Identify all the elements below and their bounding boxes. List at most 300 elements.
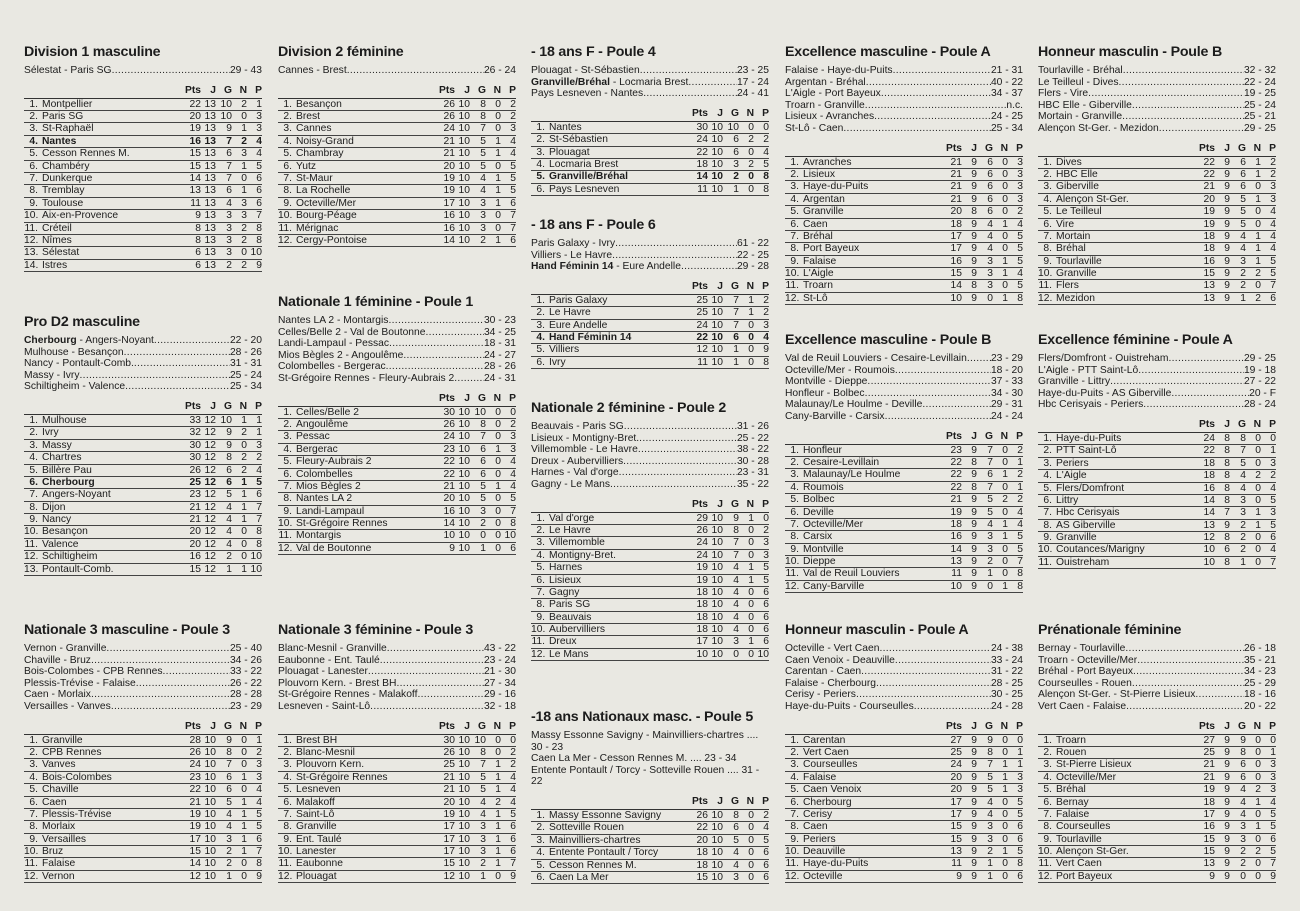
- results-list: [1038, 353, 1276, 411]
- stat-j: 13: [204, 197, 216, 209]
- header-n: N: [1000, 430, 1008, 442]
- leader-dots: [1132, 100, 1244, 112]
- stat-g: 6: [733, 146, 739, 158]
- team-name: Noisy-Grand: [296, 135, 354, 147]
- stat-p: 4: [510, 468, 516, 480]
- results-list: [1038, 643, 1276, 713]
- result-score: 22 - 25: [736, 249, 769, 261]
- stat-pts: 19: [1203, 218, 1215, 230]
- stat-n: 0: [748, 624, 754, 636]
- result-line: [278, 701, 516, 713]
- rank: 5.: [1043, 206, 1052, 218]
- rank: 7.: [536, 586, 545, 598]
- stat-g: 6: [1240, 168, 1246, 180]
- team-name: Cherbourg: [803, 796, 852, 808]
- stat-j: 10: [458, 784, 470, 796]
- rank: 5.: [29, 464, 38, 476]
- stat-p: 8: [256, 526, 262, 538]
- rank: 9.: [790, 255, 799, 267]
- result-line: [24, 381, 262, 393]
- stat-n: 0: [1002, 506, 1008, 518]
- result-line: [785, 666, 1023, 678]
- stat-pts: 17: [189, 833, 201, 845]
- stat-pts: 30: [189, 452, 201, 464]
- team-name: Créteil: [42, 222, 72, 234]
- rank: 11.: [1038, 280, 1052, 292]
- rank: 2.: [29, 110, 38, 122]
- stat-j: 9: [971, 506, 977, 518]
- stat-p: 9: [256, 870, 262, 882]
- rank: 5.: [536, 344, 545, 356]
- stat-pts: 22: [443, 468, 455, 480]
- stat-n: 0: [748, 859, 754, 871]
- stat-p: 4: [1017, 268, 1023, 280]
- league-section: [785, 332, 1023, 593]
- stat-pts: 18: [696, 599, 708, 611]
- stat-p: 3: [1017, 168, 1023, 180]
- result-teams: Sélestat - Paris SG: [24, 65, 112, 76]
- header-j: J: [210, 84, 216, 96]
- leader-dots: [111, 701, 230, 713]
- result-line: [278, 361, 516, 373]
- stat-g: 4: [226, 197, 232, 209]
- stat-pts: 17: [443, 821, 455, 833]
- stat-n: 0: [748, 344, 754, 356]
- table-row: [24, 809, 262, 821]
- team-name: Falaise: [1056, 808, 1090, 820]
- stat-j: 10: [711, 636, 723, 648]
- stat-g: 6: [987, 193, 993, 205]
- stat-p: 1: [1017, 481, 1023, 493]
- stat-n: 1: [495, 480, 501, 492]
- stat-n: 1: [748, 636, 754, 648]
- stat-g: 5: [226, 489, 232, 501]
- stat-j: 10: [711, 834, 723, 846]
- team-name: Brest: [296, 110, 321, 122]
- stat-j: 13: [204, 234, 216, 246]
- league-section: [278, 622, 516, 883]
- stat-p: 6: [763, 611, 769, 623]
- rank: 4.: [536, 847, 545, 859]
- team-name: Cany-Barville: [803, 580, 865, 592]
- team-name: Littry: [1056, 494, 1079, 506]
- result-line: [531, 238, 769, 250]
- rank: 5.: [1043, 784, 1052, 796]
- stat-j: 10: [711, 121, 723, 133]
- stat-p: 7: [256, 210, 262, 222]
- stat-p: 2: [1017, 444, 1023, 456]
- stat-n: 0: [495, 530, 501, 542]
- table-row: [1038, 169, 1276, 181]
- stat-p: 3: [510, 443, 516, 455]
- stat-g: 9: [987, 734, 993, 746]
- stat-n: 0: [1002, 734, 1008, 746]
- result-line: [785, 689, 1023, 701]
- stat-p: 6: [763, 636, 769, 648]
- table-row: [1038, 846, 1276, 858]
- stat-j: 10: [458, 222, 470, 234]
- stat-pts: 26: [696, 524, 708, 536]
- result-line: [1038, 388, 1276, 400]
- stat-n: 0: [1255, 734, 1261, 746]
- stat-j: 10: [458, 431, 470, 443]
- result-teams: Chaville - Bruz: [24, 654, 91, 666]
- stat-pts: 23: [950, 444, 962, 456]
- stat-n: 0: [495, 110, 501, 122]
- header-g: G: [984, 142, 993, 154]
- stat-n: 1: [748, 512, 754, 524]
- result-score: 23 - 31: [736, 467, 769, 479]
- header-p: P: [762, 107, 769, 119]
- stat-pts: 24: [443, 123, 455, 135]
- table-row: [24, 185, 262, 197]
- table-row: [785, 581, 1023, 593]
- team-name: Haye-du-Puits: [803, 858, 869, 870]
- rank: 9.: [29, 197, 38, 209]
- stat-n: 1: [1002, 469, 1008, 481]
- team-name: Bruz: [42, 846, 64, 858]
- table-row: [24, 539, 262, 551]
- leader-dots: [874, 111, 991, 123]
- team-name: Lisieux: [549, 574, 582, 586]
- stat-n: 0: [495, 222, 501, 234]
- leader-dots: [154, 335, 230, 347]
- result-line: [24, 701, 262, 713]
- rank: 2.: [790, 456, 799, 468]
- header-pts: Pts: [438, 392, 455, 404]
- rank: 4.: [1043, 193, 1052, 205]
- stat-j: 10: [711, 648, 723, 660]
- stat-j: 10: [711, 624, 723, 636]
- stat-j: 10: [711, 847, 723, 859]
- stat-n: 1: [748, 294, 754, 306]
- team-name: Cesson Rennes M.: [549, 859, 637, 871]
- team-name: Flers: [1056, 280, 1079, 292]
- standings-table: [1038, 721, 1276, 884]
- team-name: Dives: [1056, 156, 1082, 168]
- stat-j: 9: [1224, 292, 1230, 304]
- stat-p: 6: [1270, 532, 1276, 544]
- rank: 6.: [536, 183, 545, 195]
- result-teams: Caen Venoix - Deauville: [785, 654, 895, 666]
- stat-n: 3: [241, 197, 247, 209]
- leader-dots: [610, 479, 737, 491]
- stat-g: 6: [987, 156, 993, 168]
- result-teams: Colombelles - Bergerac: [278, 361, 386, 373]
- section-title: Honneur masculin - Poule B: [1038, 44, 1222, 60]
- stat-p: 4: [510, 148, 516, 160]
- result-teams: Cherbourg - Angers-Noyant: [24, 335, 154, 346]
- rank: 8.: [1043, 821, 1052, 833]
- stat-pts: 20: [189, 538, 201, 550]
- stat-p: 6: [510, 197, 516, 209]
- stat-n: 0: [241, 439, 247, 451]
- result-score: 23 - 34: [704, 753, 737, 765]
- result-score: 34 - 37: [990, 88, 1023, 100]
- table-row: [785, 772, 1023, 784]
- stat-g: 1: [480, 870, 486, 882]
- stat-n: 2: [1255, 470, 1261, 482]
- table-row: [24, 415, 262, 427]
- header-p: P: [255, 400, 262, 412]
- team-name: St-Grégoire Rennes: [296, 771, 388, 783]
- stat-n: 0: [748, 586, 754, 598]
- header-n: N: [239, 400, 247, 412]
- result-teams: Granville - Littry: [1038, 376, 1111, 388]
- stat-j: 12: [204, 439, 216, 451]
- stat-g: 9: [226, 734, 232, 746]
- table-row: [278, 444, 516, 456]
- result-score: 25 - 24: [229, 369, 262, 381]
- table-row: [531, 587, 769, 599]
- result-teams: Landi-Lampaul - Pessac: [278, 338, 390, 350]
- table-row: [785, 457, 1023, 469]
- header-pts: Pts: [945, 142, 962, 154]
- stat-j: 9: [971, 243, 977, 255]
- result-teams: Gagny - Le Mans: [531, 478, 610, 490]
- team-name: Carentan: [803, 734, 846, 746]
- stat-pts: 17: [950, 230, 962, 242]
- header-p: P: [509, 720, 516, 732]
- stat-n: 0: [748, 524, 754, 536]
- stat-p: 9: [763, 344, 769, 356]
- rank: 6.: [283, 468, 292, 480]
- stat-g: 5: [480, 480, 486, 492]
- table-row: [1038, 206, 1276, 218]
- stat-pts: 10: [950, 580, 962, 592]
- leader-dots: [134, 358, 230, 370]
- header-n: N: [1000, 720, 1008, 732]
- stat-n: 1: [241, 160, 247, 172]
- table-row: [24, 465, 262, 477]
- stat-p: 8: [510, 518, 516, 530]
- team-name: Chaville: [42, 784, 79, 796]
- table-row: [785, 759, 1023, 771]
- stat-g: 2: [226, 846, 232, 858]
- stat-pts: 14: [1203, 507, 1215, 519]
- result-line: [24, 666, 262, 678]
- team-name: Tourlaville: [1056, 255, 1102, 267]
- stat-j: 10: [458, 858, 470, 870]
- stat-g: 5: [1240, 457, 1246, 469]
- results-list: [531, 65, 769, 100]
- table-row: [531, 147, 769, 159]
- stat-n: 0: [748, 549, 754, 561]
- stat-j: 10: [458, 148, 470, 160]
- table-row: [1038, 458, 1276, 470]
- header-g: G: [477, 84, 486, 96]
- header-team: [1052, 143, 1193, 156]
- rank: 4.: [790, 771, 799, 783]
- result-line: [24, 689, 262, 701]
- stat-j: 10: [204, 833, 216, 845]
- results-list: [278, 643, 516, 713]
- result-score: 24 - 27: [483, 349, 516, 361]
- table-row: [278, 784, 516, 796]
- header-j: J: [1224, 142, 1230, 154]
- table-row: [785, 194, 1023, 206]
- stat-p: 10: [757, 648, 769, 660]
- stat-p: 6: [1017, 870, 1023, 882]
- table-row: [1038, 858, 1276, 870]
- stat-pts: 19: [443, 808, 455, 820]
- stat-n: 0: [241, 734, 247, 746]
- table-row: [531, 575, 769, 587]
- table-row: [785, 169, 1023, 181]
- stat-j: 10: [711, 574, 723, 586]
- stat-pts: 14: [443, 518, 455, 530]
- result-line: [531, 261, 769, 273]
- stat-p: 6: [763, 599, 769, 611]
- rank: 4.: [1043, 470, 1052, 482]
- stat-n: 2: [241, 427, 247, 439]
- table-row: [785, 507, 1023, 519]
- table-row: [531, 872, 769, 884]
- stat-g: 6: [987, 469, 993, 481]
- header-p: P: [1269, 720, 1276, 732]
- stat-g: 6: [987, 206, 993, 218]
- header-j: J: [464, 84, 470, 96]
- team-name: Caen: [803, 821, 828, 833]
- stat-pts: 24: [1203, 432, 1215, 444]
- rank: 3.: [536, 537, 545, 549]
- result-score: 28 - 26: [229, 346, 262, 358]
- standings-table: [531, 796, 769, 884]
- team-name: Tremblay: [42, 185, 85, 197]
- stat-p: 2: [510, 759, 516, 771]
- stat-pts: 10: [443, 530, 455, 542]
- result-score: 33 - 22: [229, 666, 262, 678]
- stat-pts: 25: [1203, 746, 1215, 758]
- result-line: [1038, 376, 1276, 388]
- team-name: Caen: [42, 796, 67, 808]
- result-teams: Flers - Vire: [1038, 88, 1089, 100]
- stat-j: 10: [711, 344, 723, 356]
- result-score: 26 - 24: [483, 65, 516, 76]
- stat-n: 0: [1002, 833, 1008, 845]
- table-row: [24, 735, 262, 747]
- stat-pts: 16: [1203, 821, 1215, 833]
- rank: 8.: [790, 243, 799, 255]
- stat-j: 9: [1224, 796, 1230, 808]
- stat-p: 2: [763, 809, 769, 821]
- table-row: [24, 452, 262, 464]
- leader-dots: [136, 678, 230, 690]
- stat-g: 10: [220, 414, 232, 426]
- result-line: [1038, 111, 1276, 123]
- team-name: Avranches: [803, 156, 852, 168]
- result-line: [24, 335, 262, 347]
- stat-n: 1: [1002, 518, 1008, 530]
- table-row: [531, 344, 769, 356]
- stat-pts: 15: [950, 821, 962, 833]
- header-j: J: [717, 795, 723, 807]
- stat-g: 4: [733, 847, 739, 859]
- stat-n: 1: [495, 759, 501, 771]
- header-j: J: [717, 280, 723, 292]
- stat-g: 4: [1240, 470, 1246, 482]
- team-name: Val de Boutonne: [296, 542, 372, 554]
- table-row: [531, 835, 769, 847]
- stat-p: 8: [763, 356, 769, 368]
- table-row: [785, 568, 1023, 580]
- stat-p: 4: [1270, 230, 1276, 242]
- stat-n: 0: [495, 542, 501, 554]
- table-row: [24, 821, 262, 833]
- rank: 14.: [24, 259, 39, 271]
- team-name: Pays Lesneven: [549, 183, 620, 195]
- leader-dots: [895, 365, 991, 377]
- league-section: [531, 709, 769, 884]
- league-section: [785, 44, 1023, 305]
- table-row: [785, 531, 1023, 543]
- stat-pts: 15: [443, 858, 455, 870]
- stat-g: 5: [480, 135, 486, 147]
- rank: 1.: [790, 444, 799, 456]
- stat-pts: 11: [697, 356, 708, 368]
- stat-pts: 16: [189, 551, 201, 563]
- stat-pts: 19: [950, 506, 962, 518]
- stat-g: 3: [1240, 494, 1246, 506]
- stat-p: 4: [256, 464, 262, 476]
- stat-p: 5: [1017, 531, 1023, 543]
- rank: 6.: [536, 356, 545, 368]
- standings-table: [531, 499, 769, 662]
- stat-g: 10: [220, 98, 232, 110]
- stat-g: 2: [226, 858, 232, 870]
- stat-j: 9: [971, 193, 977, 205]
- stat-pts: 21: [189, 796, 201, 808]
- rank: 10.: [278, 518, 293, 530]
- stat-j: 9: [1224, 870, 1230, 882]
- stat-pts: 10: [950, 292, 962, 304]
- stat-j: 10: [711, 871, 723, 883]
- rank: 10.: [785, 268, 800, 280]
- stat-j: 9: [971, 771, 977, 783]
- team-name: Massy: [42, 439, 72, 451]
- leader-dots: [125, 381, 230, 393]
- table-row: [1038, 268, 1276, 280]
- team-name: Granville: [1056, 268, 1097, 280]
- stat-j: 10: [458, 172, 470, 184]
- stat-n: 0: [495, 870, 501, 882]
- stat-p: 0: [763, 121, 769, 133]
- stat-n: 1: [495, 784, 501, 796]
- stat-n: 0: [1002, 870, 1008, 882]
- rank: 5.: [790, 494, 799, 506]
- team-name: Pessac: [296, 431, 330, 443]
- stat-p: 4: [510, 456, 516, 468]
- stat-n: 1: [241, 833, 247, 845]
- result-score: 24 - 24: [990, 410, 1023, 422]
- rank: 3.: [790, 759, 799, 771]
- stat-p: 6: [510, 542, 516, 554]
- stat-g: 2: [1240, 280, 1246, 292]
- stat-j: 8: [1224, 482, 1230, 494]
- stat-n: 0: [1002, 808, 1008, 820]
- stat-n: 1: [1255, 796, 1261, 808]
- stat-p: 3: [1270, 193, 1276, 205]
- header-pts: Pts: [184, 720, 201, 732]
- table-row: [1038, 871, 1276, 883]
- stat-g: 3: [733, 158, 739, 170]
- stat-p: 3: [256, 110, 262, 122]
- stat-n: 0: [495, 123, 501, 135]
- team-name: Gagny: [549, 586, 580, 598]
- stat-j: 10: [204, 734, 216, 746]
- stat-g: 8: [480, 98, 486, 110]
- rank: 2.: [29, 746, 38, 758]
